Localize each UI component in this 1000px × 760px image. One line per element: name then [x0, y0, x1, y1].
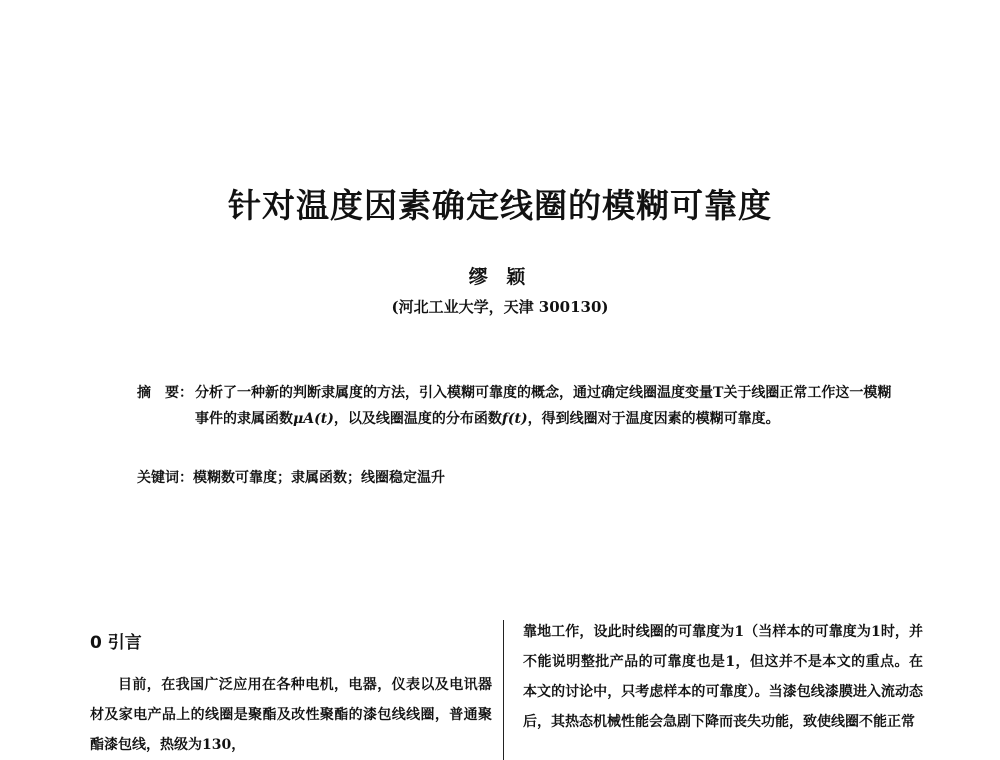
left-column-paragraph: 目前，在我国广泛应用在各种电机，电器，仪表以及电讯器材及家电产品上的线圈是聚酯及改性聚酯的漆包线线圈，普通聚酯漆包线，热级为130，	[90, 677, 492, 753]
column-divider	[503, 620, 504, 760]
abstract-text-part3: ，得到线圈对于温度因素的模糊可靠度。	[527, 411, 780, 427]
abstract-distribution-function: f(t)	[501, 411, 528, 427]
author-name: 缪 颖	[468, 266, 532, 288]
abstract-text-part2: ，以及线圈温度的分布函数	[333, 411, 502, 427]
author-affiliation: (河北工业大学，天津 300130)	[391, 298, 609, 316]
abstract-text	[195, 380, 897, 432]
abstract-block	[137, 380, 897, 432]
abstract-label: 摘 要：	[137, 385, 193, 401]
keywords-label: 关键词：	[137, 470, 193, 486]
keywords-block	[137, 466, 897, 490]
paper-title: 针对温度因素确定线圈的模糊可靠度	[228, 186, 772, 225]
right-column	[523, 617, 923, 737]
abstract-membership-function: μA(t)	[293, 411, 334, 427]
section-heading: 0 引言	[90, 633, 142, 653]
keywords-text: 模糊数可靠度；隶属函数；线圈稳定温升	[193, 470, 445, 486]
right-column-paragraph: 靠地工作，设此时线圈的可靠度为1（当样本的可靠度为1时，并不能说明整批产品的可靠度也是1，但这并不是本文的重点。在本文的讨论中，只考虑样本的可靠度）。当漆包线漆膜进入流动态后，其热态机械性能会急剧下降而丧失功能，致使线圈不能正常	[523, 624, 923, 730]
left-column	[90, 670, 492, 760]
abstract-text-part1: 分析了一种新的判断隶属度的方法，引入模糊可靠度的概念，通过确定线圈温度变量T关于线圈正常工作这一模糊事件的隶属函数	[195, 385, 892, 427]
